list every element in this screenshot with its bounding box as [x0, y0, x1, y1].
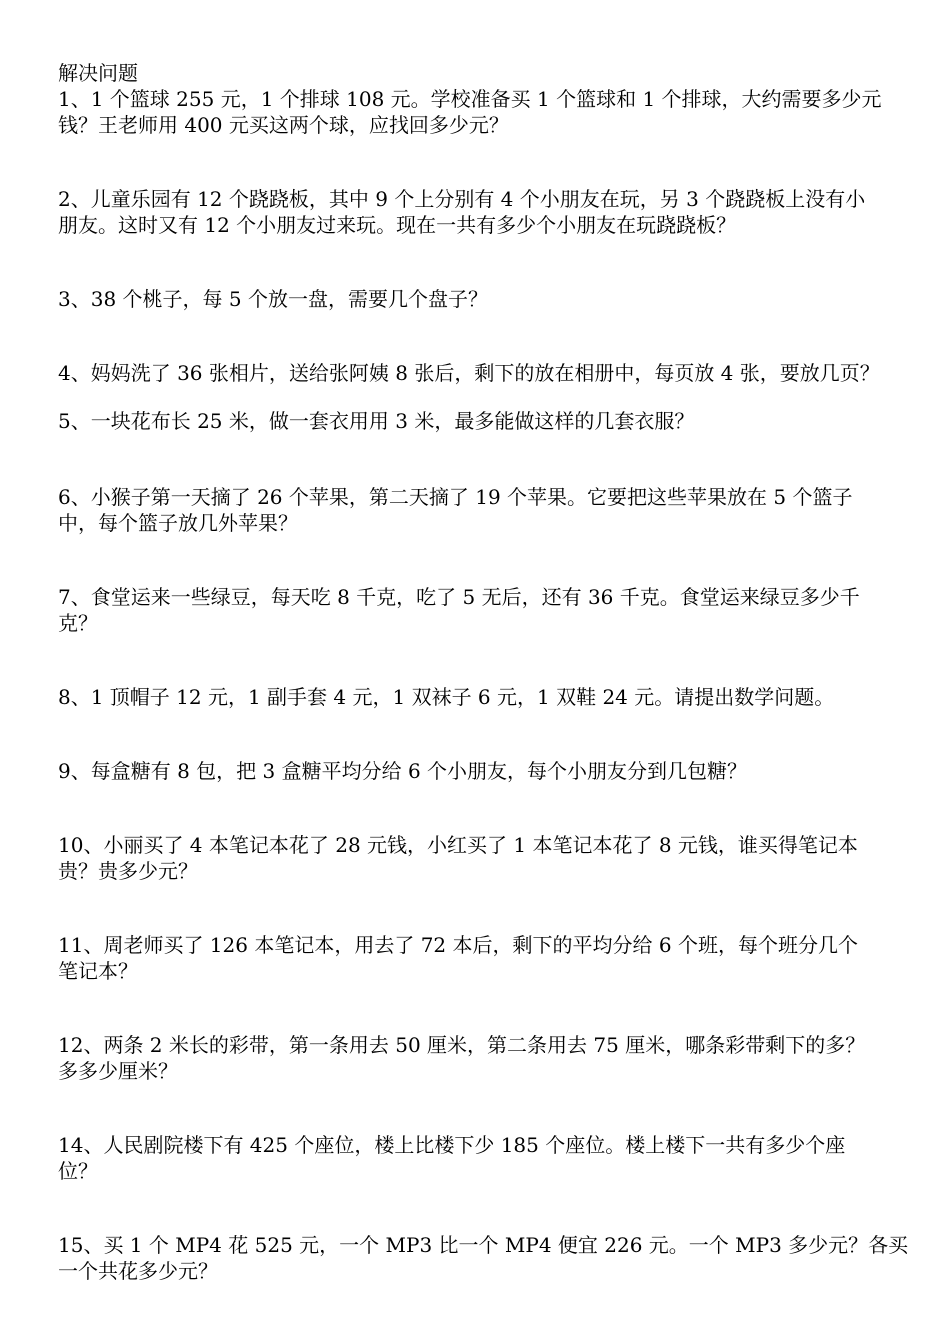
problem-1-line-1: 1、1 个篮球 255 元，1 个排球 108 元。学校准备买 1 个篮球和 1 个排球，大约需要多少元 [58, 87, 882, 111]
problem-7-line-1: 7、食堂运来一些绿豆，每天吃 8 千克，吃了 5 无后，还有 36 千克。食堂运来绿豆多少千 [58, 585, 860, 609]
problem-10-line-1: 10、小丽买了 4 本笔记本花了 28 元钱，小红买了 1 本笔记本花了 8 元钱，谁买得笔记本 [58, 833, 858, 857]
problem-12-line-2: 多多少厘米？ [58, 1059, 178, 1083]
problem-5 [58, 408, 908, 434]
problem-3-line-1: 3、38 个桃子，每 5 个放一盘，需要几个盘子？ [58, 287, 488, 311]
problem-1 [58, 86, 908, 138]
problem-1-line-2: 钱？王老师用 400 元买这两个球，应找回多少元？ [58, 113, 509, 137]
problem-10 [58, 832, 908, 884]
problem-11-line-2: 笔记本？ [58, 959, 138, 983]
problem-14-line-1: 14、人民剧院楼下有 425 个座位，楼上比楼下少 185 个座位。楼上楼下一共有多少个座 [58, 1133, 846, 1157]
problem-5-line-1: 5、一块花布长 25 米，做一套衣用用 3 米，最多能做这样的几套衣服？ [58, 409, 695, 433]
problem-3 [58, 286, 908, 312]
problem-15-line-2: 一个共花多少元？ [58, 1259, 218, 1283]
problem-6-line-2: 中，每个篮子放几外苹果？ [58, 511, 298, 535]
problem-6 [58, 484, 908, 536]
problem-11-line-1: 11、周老师买了 126 本笔记本，用去了 72 本后，剩下的平均分给 6 个班，每个班分几个 [58, 933, 858, 957]
problem-2 [58, 186, 908, 238]
problem-2-line-2: 朋友。这时又有 12 个小朋友过来玩。现在一共有多少个小朋友在玩跷跷板？ [58, 213, 737, 237]
worksheet-heading: 解决问题 [58, 61, 138, 85]
problem-10-line-2: 贵？贵多少元？ [58, 859, 198, 883]
problem-8 [58, 684, 908, 710]
problem-7 [58, 584, 908, 636]
problem-12-line-1: 12、两条 2 米长的彩带，第一条用去 50 厘米，第二条用去 75 厘米，哪条彩带剩下的多？ [58, 1033, 866, 1057]
problem-9 [58, 758, 908, 784]
problem-8-line-1: 8、1 顶帽子 12 元，1 副手套 4 元，1 双袜子 6 元，1 双鞋 24 元。请提出数学问题。 [58, 685, 835, 709]
problem-4-line-1: 4、妈妈洗了 36 张相片，送给张阿姨 8 张后，剩下的放在相册中，每页放 4 张，要放几页？ [58, 361, 880, 385]
problem-15 [58, 1232, 908, 1284]
worksheet-page [58, 60, 909, 1283]
problem-6-line-1: 6、小猴子第一天摘了 26 个苹果，第二天摘了 19 个苹果。它要把这些苹果放在 5 个篮子 [58, 485, 853, 509]
problem-9-line-1: 9、每盒糖有 8 包，把 3 盒糖平均分给 6 个小朋友，每个小朋友分到几包糖？ [58, 759, 748, 783]
problem-4 [58, 360, 908, 386]
problem-11 [58, 932, 908, 984]
problem-14 [58, 1132, 908, 1184]
problem-15-line-1: 15、买 1 个 MP4 花 525 元，一个 MP3 比一个 MP4 便宜 226 元。一个 MP3 多少元？各买 [58, 1233, 909, 1257]
problem-7-line-2: 克？ [58, 611, 98, 635]
problem-14-line-2: 位？ [58, 1159, 98, 1183]
problem-2-line-1: 2、儿童乐园有 12 个跷跷板，其中 9 个上分别有 4 个小朋友在玩，另 3 个跷跷板上没有小 [58, 187, 866, 211]
problem-12 [58, 1032, 908, 1084]
